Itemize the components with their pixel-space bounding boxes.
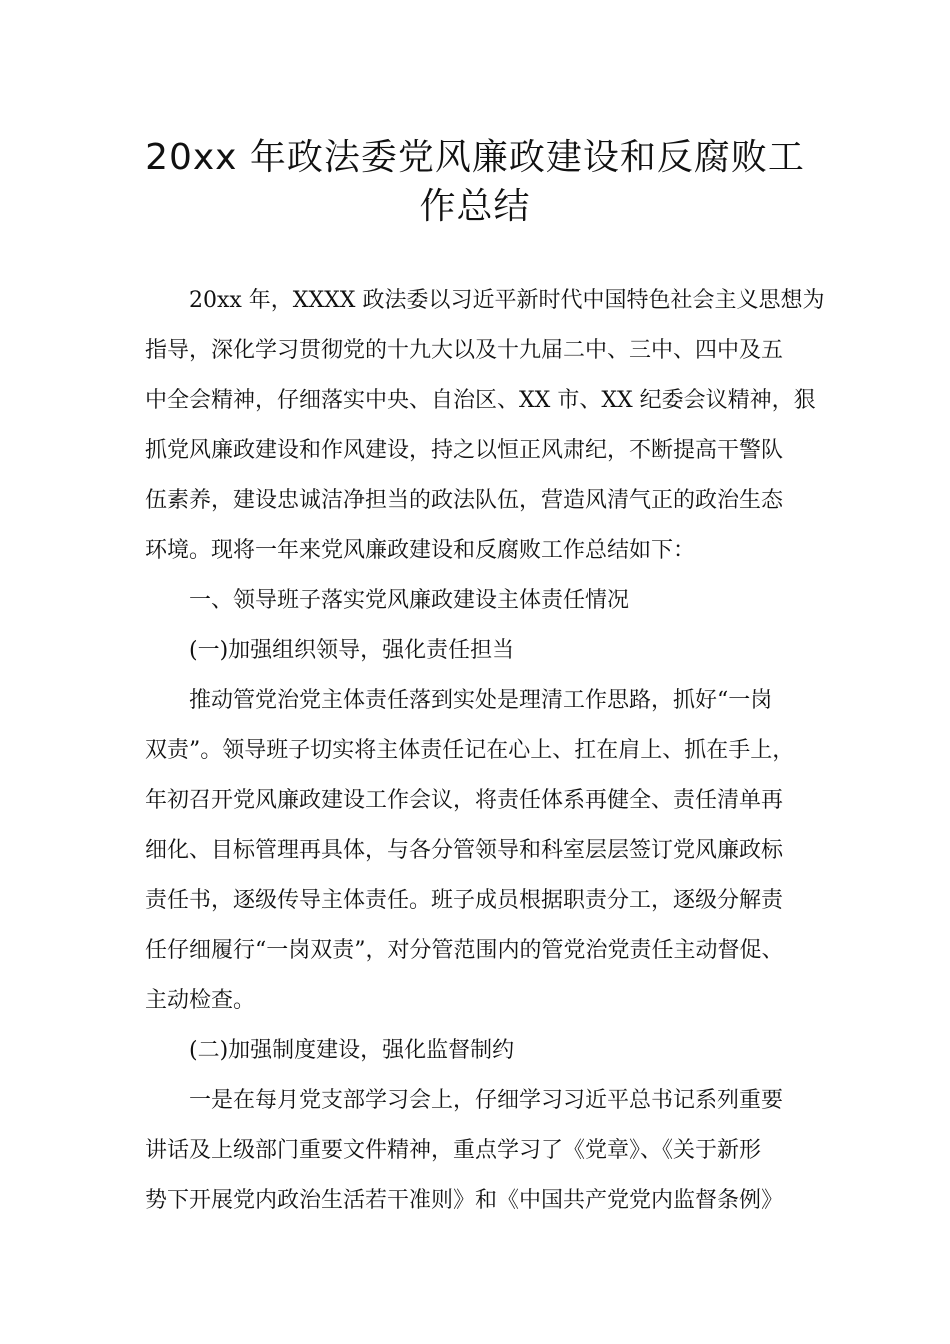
section-heading: 一、领导班子落实党风廉政建设主体责任情况 bbox=[189, 588, 630, 613]
body-line: 环境。现将一年来党风廉政建设和反腐败工作总结如下： bbox=[145, 538, 696, 563]
body-line: 年初召开党风廉政建设工作会议，将责任体系再健全、责任清单再 bbox=[145, 788, 784, 813]
body-line: 任仔细履行“一岗双责”，对分管范围内的管党治党责任主动督促、 bbox=[145, 938, 784, 963]
body-line: 双责”。领导班子切实将主体责任记在心上、扛在肩上、抓在手上， bbox=[145, 738, 795, 763]
body-line: 主动检查。 bbox=[145, 988, 256, 1013]
document-title-line-2: 作总结 bbox=[419, 186, 531, 227]
subsection-heading: (一)加强组织领导，强化责任担当 bbox=[189, 638, 515, 663]
body-line: 细化、目标管理再具体，与各分管领导和科室层层签订党风廉政标 bbox=[145, 838, 784, 863]
body-line: 抓党风廉政建设和作风建设，持之以恒正风肃纪，不断提高干警队 bbox=[145, 438, 784, 463]
body-line: 推动管党治党主体责任落到实处是理清工作思路，抓好“一岗 bbox=[189, 688, 773, 713]
subsection-heading: (二)加强制度建设，强化监督制约 bbox=[189, 1038, 515, 1063]
body-line: 势下开展党内政治生活若干准则》和《中国共产党党内监督条例》 bbox=[145, 1188, 784, 1213]
body-line: 一是在每月党支部学习会上，仔细学习习近平总书记系列重要 bbox=[189, 1088, 784, 1113]
document-title-line-1: 20xx 年政法委党风廉政建设和反腐败工 bbox=[145, 137, 805, 178]
document-body bbox=[145, 276, 825, 1226]
body-line: 伍素养，建设忠诚洁净担当的政法队伍，营造风清气正的政治生态 bbox=[145, 488, 784, 513]
body-line: 中全会精神，仔细落实中央、自治区、XX 市、XX 纪委会议精神，狠 bbox=[145, 388, 816, 413]
body-line: 指导，深化学习贯彻党的十九大以及十九届二中、三中、四中及五 bbox=[145, 338, 784, 363]
body-line: 20xx 年，XXXX 政法委以习近平新时代中国特色社会主义思想为 bbox=[189, 288, 825, 313]
body-line: 讲话及上级部门重要文件精神，重点学习了《党章》、《关于新形 bbox=[145, 1138, 762, 1163]
body-line: 责任书，逐级传导主体责任。班子成员根据职责分工，逐级分解责 bbox=[145, 888, 784, 913]
